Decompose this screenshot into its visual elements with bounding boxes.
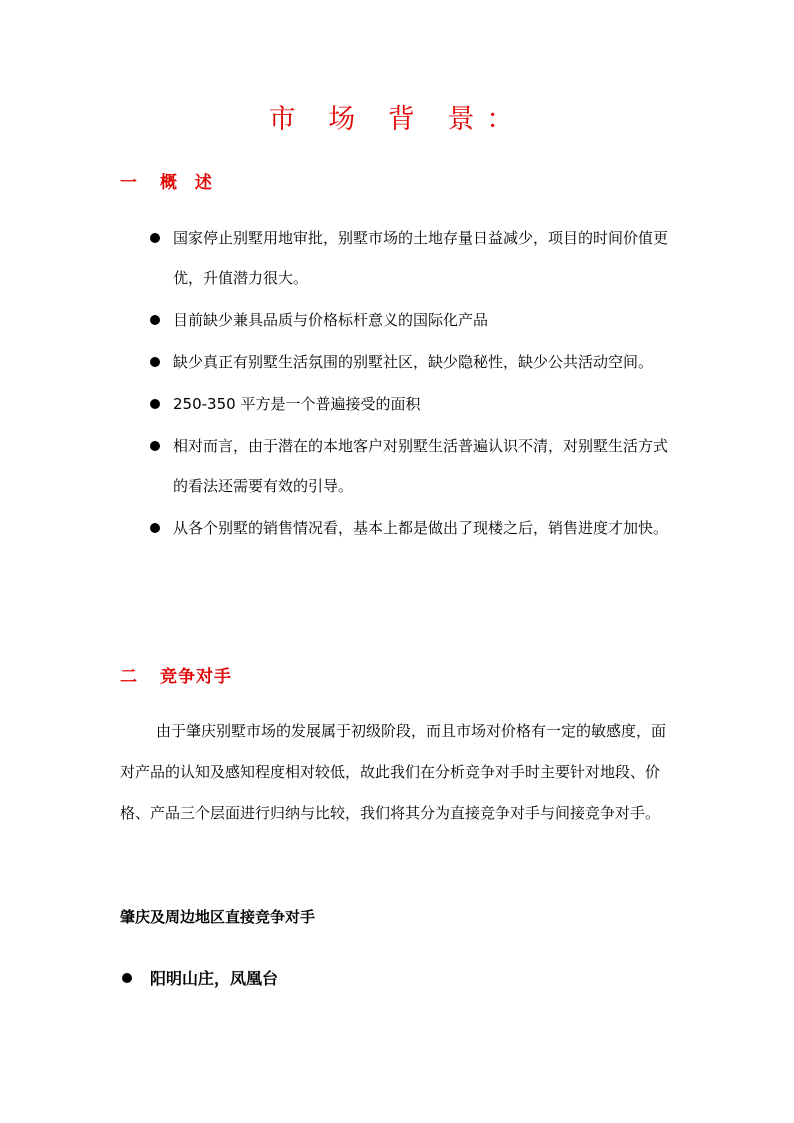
bullet-text: 缺少真正有别墅生活氛围的别墅社区，缺少隐秘性，缺少公共活动空间。 (173, 353, 654, 371)
subheading-direct-competitors: 肇庆及周边地区直接竞争对手 (120, 908, 316, 926)
bullet-dot-icon (122, 973, 132, 983)
bullet-text: 目前缺少兼具品质与价格标杆意义的国际化产品 (173, 311, 489, 329)
bullet-text: 相对而言，由于潜在的本地客户对别墅生活普遍认识不清，对别墅生活方式的看法还需要有效的引导。 (173, 437, 669, 495)
bullet-text: 国家停止别墅用地审批，别墅市场的土地存量日益减少，项目的时间价值更优，升值潜力很大。 (173, 229, 669, 287)
bullet-dot-icon (150, 441, 160, 451)
section-heading-competitors (120, 662, 232, 687)
bullet-dot-icon (150, 233, 160, 243)
list-item (150, 300, 680, 340)
bullet-text: 阳明山庄，凤凰台 (150, 969, 279, 988)
list-item (150, 218, 680, 298)
section-heading-overview (120, 168, 218, 193)
competitors-paragraph: 由于肇庆别墅市场的发展属于初级阶段，而且市场对价格有一定的敏感度，面对产品的认知及感知程度相对较低，故此我们在分析竞争对手时主要针对地段、价格、产品三个层面进行归纳与比较，我们将其分为直接竞争对手与间接竞争对手。 (120, 722, 667, 822)
list-item (150, 508, 680, 548)
bullet-dot-icon (150, 399, 160, 409)
section-title: 概 述 (160, 173, 218, 193)
overview-bullet-list (150, 218, 680, 550)
list-item (122, 966, 278, 989)
page-title: 市 场 背 景： (268, 104, 526, 135)
list-item (150, 342, 680, 382)
section-number: 二 (120, 667, 137, 687)
section-number: 一 (120, 173, 137, 193)
section-title: 竞争对手 (160, 667, 232, 687)
bullet-dot-icon (150, 357, 160, 367)
list-item (150, 384, 680, 424)
bullet-text: 250-350 平方是一个普遍接受的面积 (173, 395, 421, 413)
list-item (150, 426, 680, 506)
bullet-text: 从各个别墅的销售情况看，基本上都是做出了现楼之后，销售进度才加快。 (173, 519, 669, 537)
bullet-dot-icon (150, 523, 160, 533)
bullet-dot-icon (150, 315, 160, 325)
